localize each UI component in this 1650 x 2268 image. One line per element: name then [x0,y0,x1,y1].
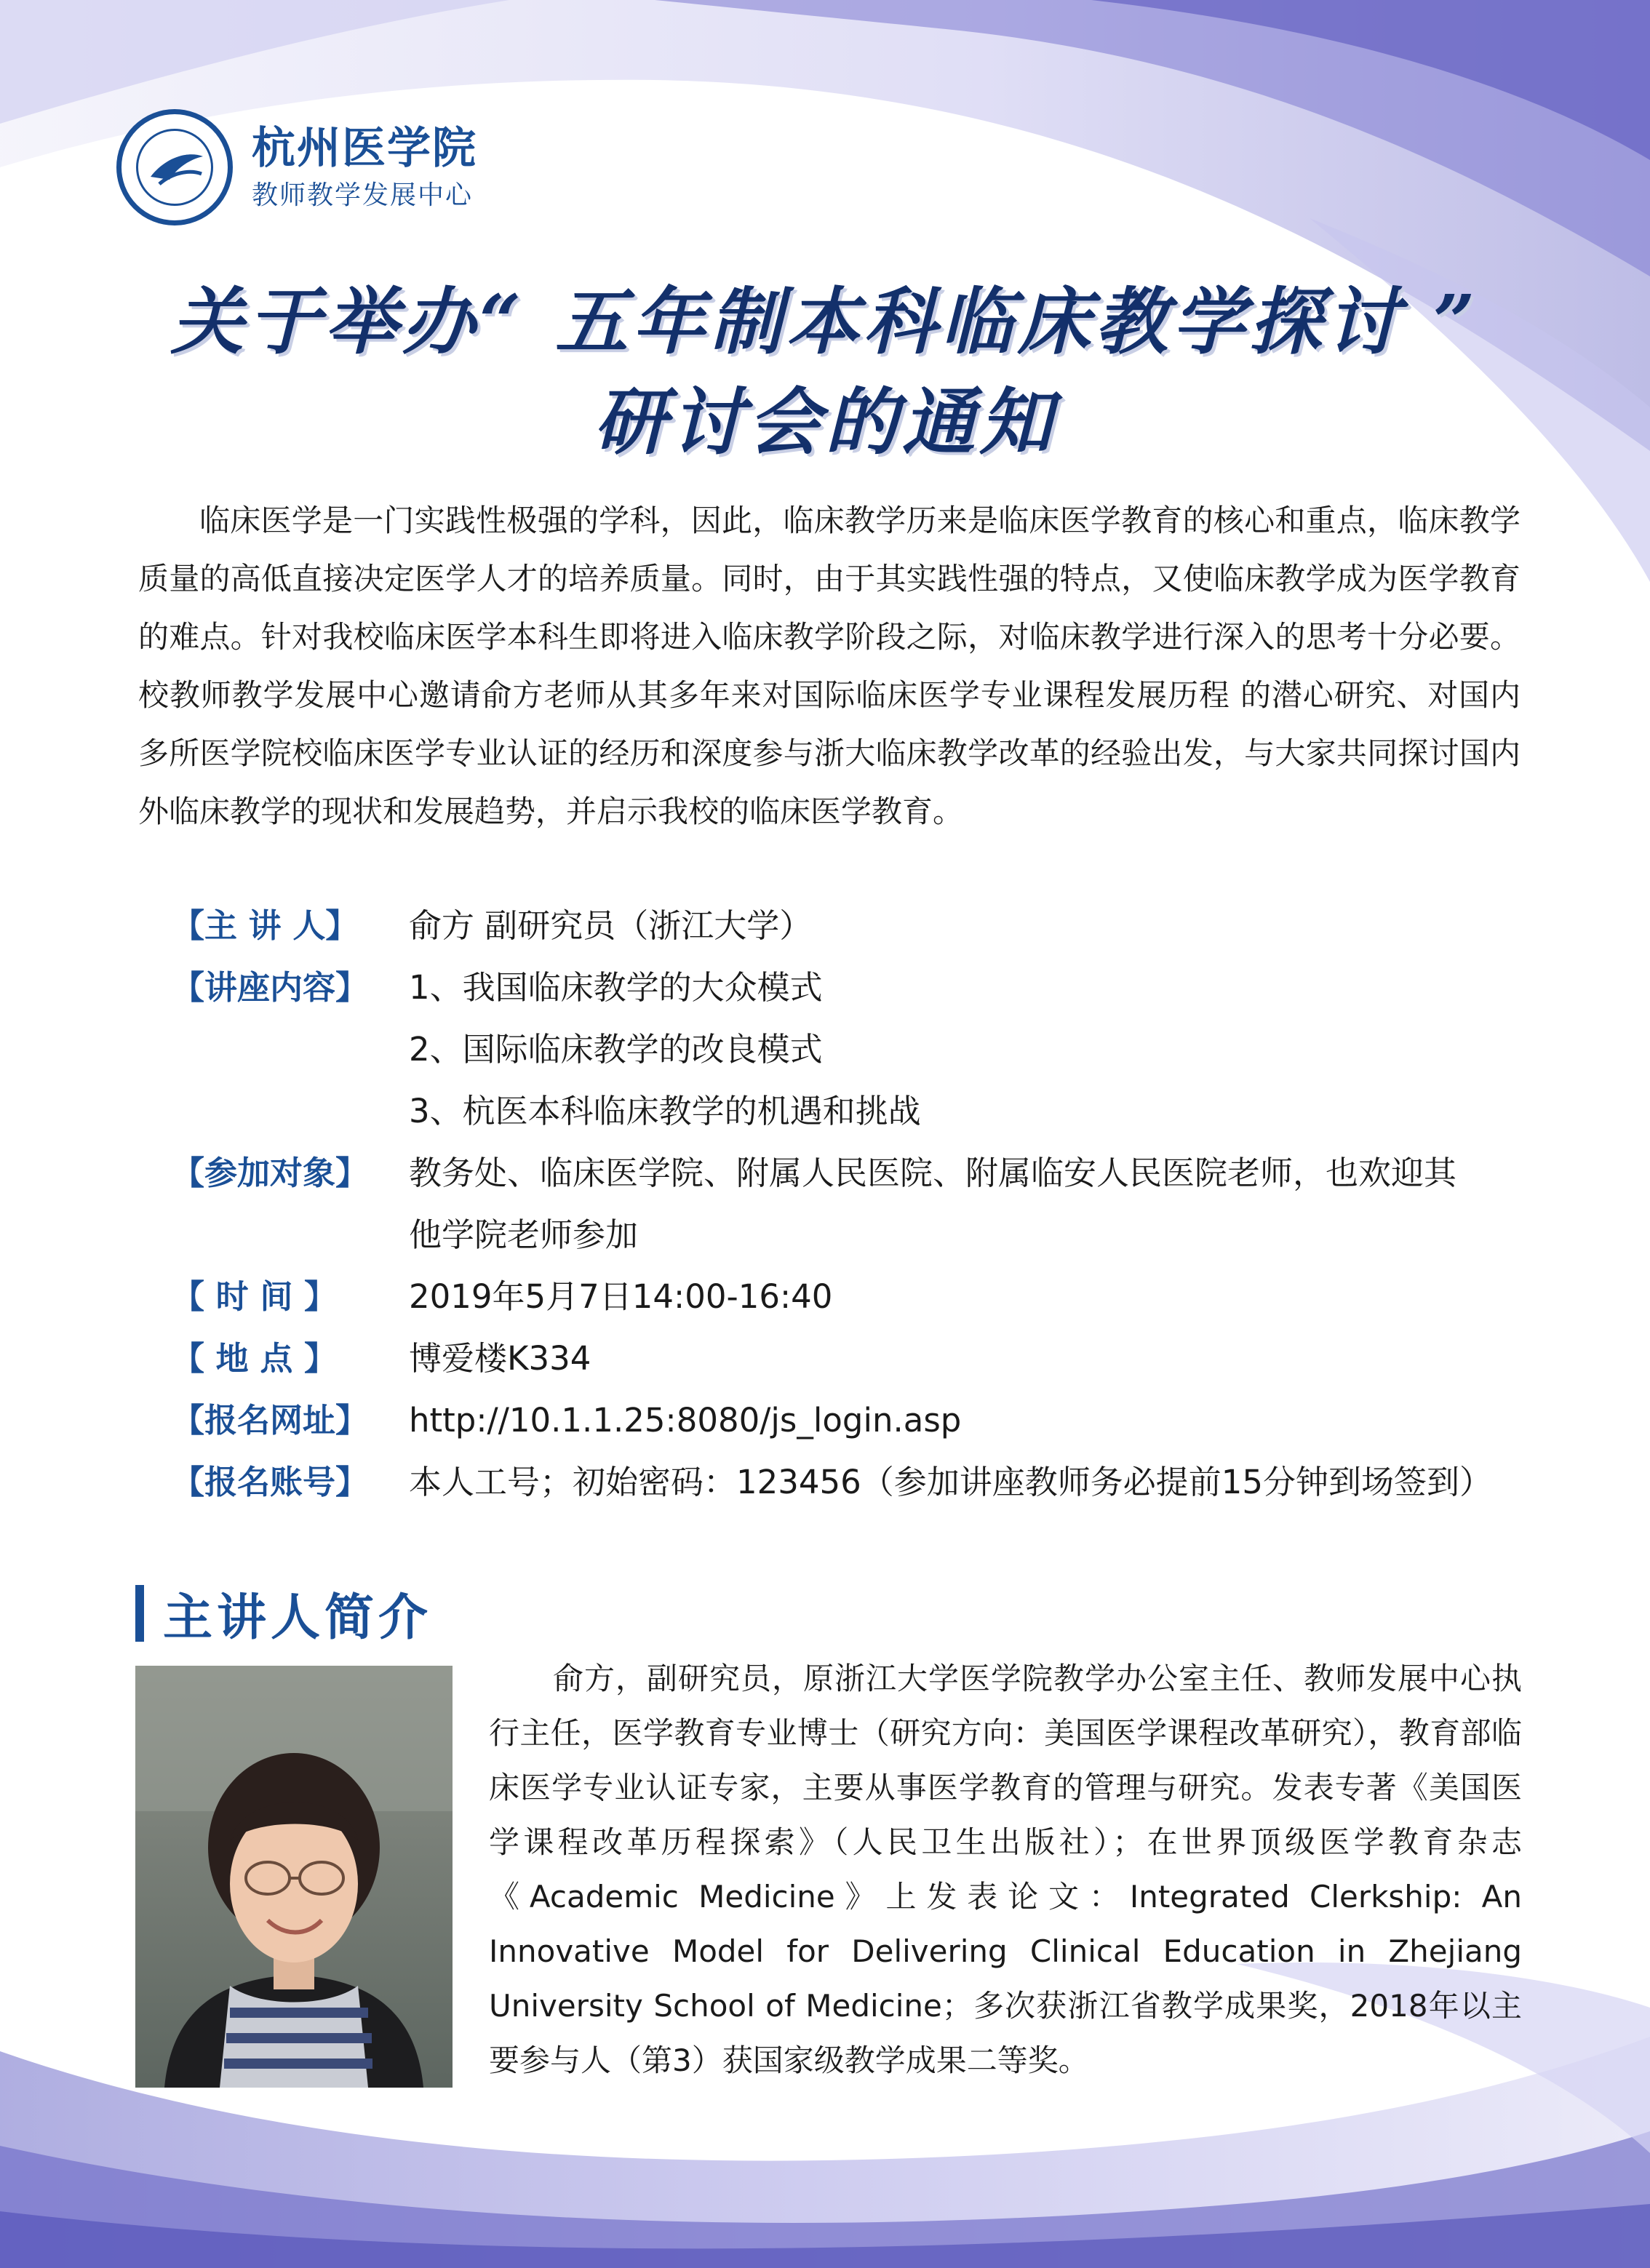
intro-paragraph: 临床医学是一门实践性极强的学科，因此，临床教学历来是临床医学教育的核心和重点，临床教学质量的高低直接决定医学人才的培养质量。同时，由于其实践性强的特点，又使临床教学成为医学教育的难点。针对我校临床医学本科生即将进入临床教学阶段之际，对临床教学进行深入的思考十分必要。校教师教学发展中心邀请俞方老师从其多年来对国际临床医学专业课程发展历程 的潜心研究、对国内多所医学院校临床医学专业认证的经历和深度参与浙大临床教学改革的经验出发，与大家共同探讨国内外临床教学的现状和发展趋势，并启示我校的临床医学教育。 [138,503,1521,829]
school-logo-block [116,109,477,225]
speaker-section-heading: 主讲人简介 [135,1578,432,1648]
time-label: 【 时 间 】 [172,1277,337,1316]
info-row-place [172,1327,1525,1389]
page-title-line2: 研讨会的通知 [594,379,1056,465]
url-label: 【报名网址】 [172,1401,369,1440]
time-value: 2019年5月7日14:00-16:40 [409,1277,833,1316]
info-row-url [172,1389,1525,1451]
registration-url: http://10.1.1.25:8080/js_login.asp [409,1401,962,1440]
audience-line: 他学院老师参加 [409,1215,639,1254]
account-value: 本人工号；初始密码：123456（参加讲座教师务必提前15分钟到场签到） [409,1463,1493,1501]
audience-label: 【参加对象】 [172,1154,369,1192]
account-label: 【报名账号】 [172,1463,369,1501]
heading-bar [135,1585,144,1642]
speaker-label: 【主 讲 人】 [172,906,359,945]
info-row-account [172,1451,1525,1513]
content-item: 1、我国临床教学的大众模式 [409,968,823,1007]
speaker-photo [135,1666,453,2088]
audience-line: 教务处、临床医学院、附属人民医院、附属临安人民医院老师，也欢迎其 [409,1154,1457,1192]
info-row-audience [172,1142,1525,1266]
info-row-speaker [172,895,1525,957]
place-value: 博爱楼K334 [409,1339,591,1378]
event-info [172,895,1525,1513]
content-item: 2、国际临床教学的改良模式 [409,1030,823,1069]
info-row-time [172,1266,1525,1327]
school-emblem-icon [116,109,233,225]
page-title-line1: 关于举办“ 五年制本科临床教学探讨 ” [170,279,1480,364]
content-item: 3、杭医本科临床教学的机遇和挑战 [409,1092,921,1130]
content-label: 【讲座内容】 [172,968,369,1007]
info-row-content [172,957,1525,1142]
department-name: 教师教学发展中心 [252,180,474,210]
speaker-bio: 俞方，副研究员，原浙江大学医学院教学办公室主任、教师发展中心执行主任，医学教育专业博士（研究方向：美国医学课程改革研究），教育部临床医学专业认证专家，主要从事医学教育的管理与研究。发表专著《美国医学课程改革历程探索》（人民卫生出版社）；在世界顶级医学教育杂志《Academic Medicine》上发表论文：Integrated Clerkship: An Innovative Model for Delivering Clinical Education in Zhejiang University School of Medicine；多次获浙江省教学成果奖，2018年以主要参与人（第3）获国家级教学成果二等奖。 [489,1661,1522,2078]
speaker-value: 俞方 副研究员（浙江大学） [409,906,813,945]
school-name: 杭州医学院 [252,123,477,174]
place-label: 【 地 点 】 [172,1339,337,1378]
